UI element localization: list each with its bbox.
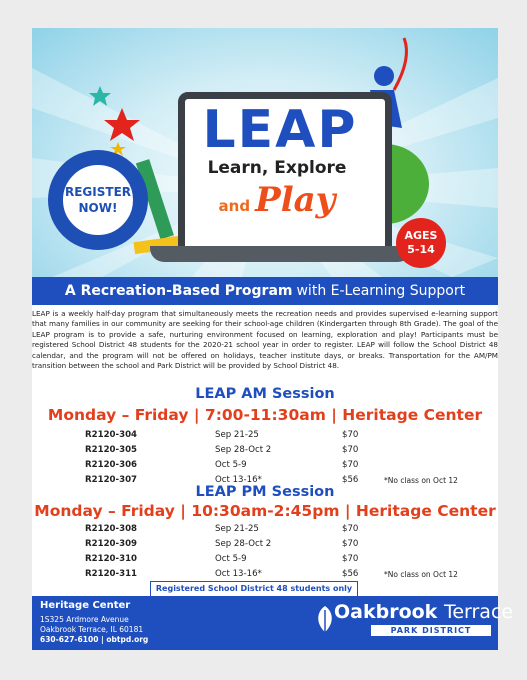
- course-code: R2120-309: [85, 539, 138, 549]
- hero-illustration: [32, 28, 498, 277]
- registered-students-note: Registered School District 48 students only: [150, 581, 358, 597]
- table-row: [32, 539, 498, 553]
- course-dates: Oct 5-9: [215, 460, 247, 470]
- park-district-logo: [334, 601, 513, 623]
- venue-contact[interactable]: 630-627-6100 | obtpd.org: [40, 635, 149, 644]
- ages-badge: [396, 218, 446, 268]
- course-dates: Oct 5-9: [215, 554, 247, 564]
- program-logo-play: [182, 180, 372, 220]
- course-dates: Sep 28-Oct 2: [215, 539, 272, 549]
- laptop-base: [150, 246, 412, 262]
- program-banner: [32, 277, 498, 305]
- leaf-logo-icon: [314, 604, 336, 634]
- table-row: [32, 430, 498, 444]
- course-code: R2120-306: [85, 460, 138, 470]
- course-dates: Oct 13-16*: [215, 569, 262, 579]
- course-price: $70: [342, 460, 359, 470]
- course-price: $70: [342, 445, 359, 455]
- star-icon: [110, 142, 126, 156]
- logo-name-bold: Oakbrook: [334, 601, 438, 623]
- logo-subtitle: PARK DISTRICT: [371, 625, 491, 636]
- course-dates: Oct 13-16*: [215, 475, 262, 485]
- program-description: LEAP is a weekly half-day program that simultaneously meets the recreation needs and provides supervised e-learning support that many families in our community are seeking for their school-age children (Kindergarten through 8th Grade). The goal of the LEAP program is to provide a safe, nurturing environment focused on learning, exploration and play! Participants must be registered School District 48 students for the 2020-21 school year in order to register. LEAP will follow the School District 48 calendar, and the program will not be offered on holidays, teacher institute days, or breaks. Transportation for the AM/PM transition between the school and Park District will be provided by School District 48.: [32, 309, 498, 371]
- course-code: R2120-308: [85, 524, 138, 534]
- course-code: R2120-305: [85, 445, 138, 455]
- person-head-icon: [374, 66, 394, 86]
- table-row: [32, 554, 498, 568]
- course-code: R2120-304: [85, 430, 138, 440]
- course-dates: Sep 21-25: [215, 430, 259, 440]
- logo-name-light: Terrace: [443, 601, 514, 623]
- am-session-schedule: Monday – Friday | 7:00-11:30am | Heritage Center: [47, 406, 483, 424]
- course-code: R2120-307: [85, 475, 138, 485]
- footer: [32, 596, 514, 650]
- table-row: [32, 460, 498, 474]
- venue-name: Heritage Center: [40, 600, 131, 611]
- course-dates: Sep 21-25: [215, 524, 259, 534]
- course-note: *No class on Oct 12: [384, 570, 458, 579]
- program-logo-title: LEAP: [202, 100, 358, 160]
- logo-and-word: and: [218, 197, 251, 215]
- pm-session-schedule: Monday – Friday | 10:30am-2:45pm | Heritage Center: [34, 502, 496, 520]
- course-code: R2120-311: [85, 569, 138, 579]
- course-code: R2120-310: [85, 554, 138, 564]
- banner-text: with E-Learning Support: [296, 283, 466, 299]
- pm-session-title: LEAP PM Session: [195, 484, 335, 500]
- ages-badge-line2: 5-14: [407, 243, 435, 256]
- register-now-badge[interactable]: [52, 154, 144, 246]
- course-price: $70: [342, 554, 359, 564]
- course-note: *No class on Oct 12: [384, 476, 458, 485]
- course-price: $56: [342, 569, 359, 579]
- am-session-title: LEAP AM Session: [195, 386, 335, 402]
- course-price: $56: [342, 475, 359, 485]
- venue-address-line2: Oakbrook Terrace, IL 60181: [40, 625, 144, 634]
- course-price: $70: [342, 430, 359, 440]
- flyer-page: [32, 28, 514, 650]
- register-badge-line1: REGISTER: [64, 185, 132, 199]
- program-logo-subtitle: Learn, Explore: [207, 158, 347, 178]
- course-dates: Sep 28-Oct 2: [215, 445, 272, 455]
- course-price: $70: [342, 539, 359, 549]
- register-badge-line2: NOW!: [78, 201, 118, 215]
- venue-address-line1: 1S325 Ardmore Avenue: [40, 615, 129, 624]
- course-price: $70: [342, 524, 359, 534]
- banner-bold-text: A Recreation-Based Program: [64, 283, 293, 299]
- table-row: [32, 445, 498, 459]
- table-row: [32, 524, 498, 538]
- ages-badge-line1: AGES: [404, 229, 438, 242]
- logo-play-word: Play: [255, 180, 336, 220]
